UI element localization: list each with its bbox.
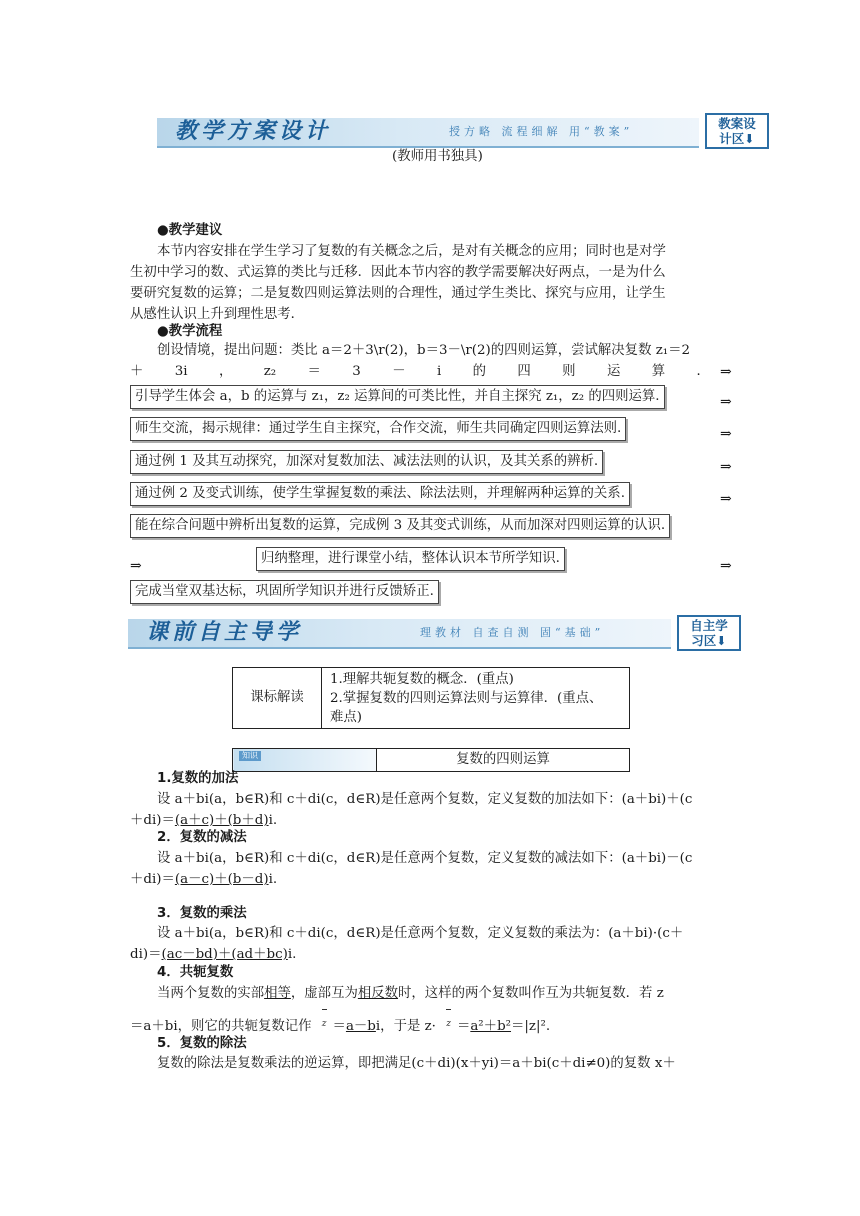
- suggestion-heading: ●教学建议: [157, 223, 223, 238]
- flow-arrow: ⇒: [720, 394, 732, 410]
- flow-arrow: ⇒: [720, 459, 732, 475]
- flow-arrow: ⇒: [720, 491, 732, 507]
- knowledge-title: 复数的四则运算: [377, 749, 630, 772]
- flow-step-3: 通过例 1 及其互动探究，加深对复数加法、减法法则的认识，及其关系的辨析.: [130, 450, 603, 474]
- conjugate-line-2: ＝a＋bi，则它的共轭复数记作 z ＝a－bi，于是 z· z ＝a²＋b²＝|z|².: [130, 1013, 550, 1038]
- flow-step-1: 引导学生体会 a，b 的运算与 z₁，z₂ 运算间的可类比性，并自主探究 z₁，z₂ 的四则运算.: [130, 385, 665, 409]
- flow-step-6: 归纳整理，进行课堂小结，整体认识本节所学知识.: [256, 547, 565, 571]
- curriculum-table: [232, 667, 630, 729]
- division-line-1: 复数的除法是复数乘法的逆运算，即把满足(c＋di)(x＋yi)＝a＋bi(c＋di≠0)的复数 x＋: [157, 1056, 676, 1071]
- blank-answer: (ac－bd)＋(ad＋bc): [161, 947, 288, 962]
- curriculum-label: 课标解读: [233, 668, 322, 729]
- multiplication-line-2: di)＝(ac－bd)＋(ad＋bc)i.: [130, 947, 297, 962]
- knowledge-tag: 知识: [239, 751, 261, 761]
- subtraction-line-2: ＋di)＝(a－c)＋(b－d)i.: [130, 872, 278, 887]
- self-study-zone-tag: [677, 615, 741, 651]
- blank-answer: (a＋c)＋(b＋d): [174, 813, 269, 828]
- suggestion-line-2: 生初中学习的数、式运算的类比与迁移．因此本节内容的教学需要解决好两点，一是为什么: [130, 265, 666, 280]
- section-heading-addition: 1.复数的加法: [157, 771, 239, 786]
- section-heading-multiplication: 3．复数的乘法: [157, 906, 247, 921]
- tag-line-1: 教案设: [718, 116, 756, 131]
- banner-slogan: 授方略 流程细解 用“教案”: [449, 125, 634, 138]
- teaching-plan-zone-tag: [705, 113, 769, 149]
- z-bar: z: [322, 1013, 327, 1035]
- flow-arrow: ⇒: [720, 558, 732, 574]
- curriculum-item-3: 难点): [330, 709, 363, 725]
- suggestion-line-3: 要研究复数的运算；二是复数四则运算法则的合理性，通过学生类比、探究与应用，让学生: [130, 286, 666, 301]
- conjugate-line-1: 当两个复数的实部相等，虚部互为相反数时，这样的两个复数叫作互为共轭复数．若 z: [157, 986, 664, 1001]
- blank-answer: (a－c)＋(b－d): [174, 872, 269, 887]
- flow-intro-line-2: ＋ 3i ， z₂ ＝ 3 － i 的 四 则 运 算 ．: [130, 364, 710, 379]
- tag-line-1: 自主学: [690, 618, 728, 633]
- section-banner-teaching-plan: [157, 118, 699, 148]
- blank-answer: 相等: [264, 986, 291, 1001]
- blank-answer: 相反数: [357, 986, 399, 1001]
- multiplication-line-1: 设 a＋bi(a，b∈R)和 c＋di(c，d∈R)是任意两个复数，定义复数的乘法为：(a＋bi)·(c＋: [157, 926, 684, 941]
- tag-line-2: 计区⬇: [719, 131, 755, 146]
- teacher-note: (教师用书独具): [392, 149, 483, 164]
- curriculum-content: [322, 668, 630, 729]
- z-bar: z: [446, 1013, 451, 1035]
- addition-line-2: ＋di)＝(a＋c)＋(b＋d)i.: [130, 813, 278, 828]
- suggestion-line-1: 本节内容安排在学生学习了复数的有关概念之后，是对有关概念的应用；同时也是对学: [157, 244, 666, 259]
- flow-heading: ●教学流程: [157, 324, 223, 339]
- knowledge-bar: [232, 748, 630, 772]
- banner-slogan: 理教材 自查自测 固“基础”: [420, 626, 605, 639]
- section-heading-division: 5．复数的除法: [157, 1036, 247, 1051]
- flow-arrow: ⇒: [720, 426, 732, 442]
- banner-title: 课前自主导学: [146, 619, 303, 645]
- blank-answer: a²＋b²: [470, 1019, 512, 1034]
- section-heading-conjugate: 4．共轭复数: [157, 965, 234, 980]
- tag-line-2: 习区⬇: [691, 633, 727, 648]
- flow-step-5: 能在综合问题中辨析出复数的运算，完成例 3 及其变式训练，从而加深对四则运算的认识.: [130, 514, 670, 538]
- section-banner-self-study: [128, 619, 671, 649]
- addition-line-1: 设 a＋bi(a，b∈R)和 c＋di(c，d∈R)是任意两个复数，定义复数的加法如下：(a＋bi)＋(c: [157, 792, 693, 807]
- flow-intro-line-1: 创设情境，提出问题：类比 a＝2＋3\r(2)，b＝3－\r(2)的四则运算，尝试解决复数 z₁＝2: [157, 343, 691, 358]
- flow-step-2: 师生交流，揭示规律：通过学生自主探究，合作交流，师生共同确定四则运算法则.: [130, 417, 626, 441]
- banner-title: 教学方案设计: [175, 118, 332, 144]
- suggestion-line-4: 从感性认识上升到理性思考．: [130, 307, 305, 322]
- knowledge-tag-cell: [233, 749, 377, 772]
- subtraction-line-1: 设 a＋bi(a，b∈R)和 c＋di(c，d∈R)是任意两个复数，定义复数的减法如下：(a＋bi)－(c: [157, 851, 693, 866]
- flow-arrow: ⇒: [130, 558, 142, 574]
- blank-answer: a－b: [345, 1019, 376, 1034]
- flow-arrow: ⇒: [720, 364, 732, 380]
- flow-step-7: 完成当堂双基达标，巩固所学知识并进行反馈矫正.: [130, 580, 439, 604]
- curriculum-item-2: 2.掌握复数的四则运算法则与运算律．(重点、: [330, 690, 603, 706]
- section-heading-subtraction: 2．复数的减法: [157, 830, 247, 845]
- flow-step-4: 通过例 2 及变式训练，使学生掌握复数的乘法、除法法则，并理解两种运算的关系.: [130, 482, 630, 506]
- curriculum-item-1: 1.理解共轭复数的概念．(重点): [330, 671, 514, 687]
